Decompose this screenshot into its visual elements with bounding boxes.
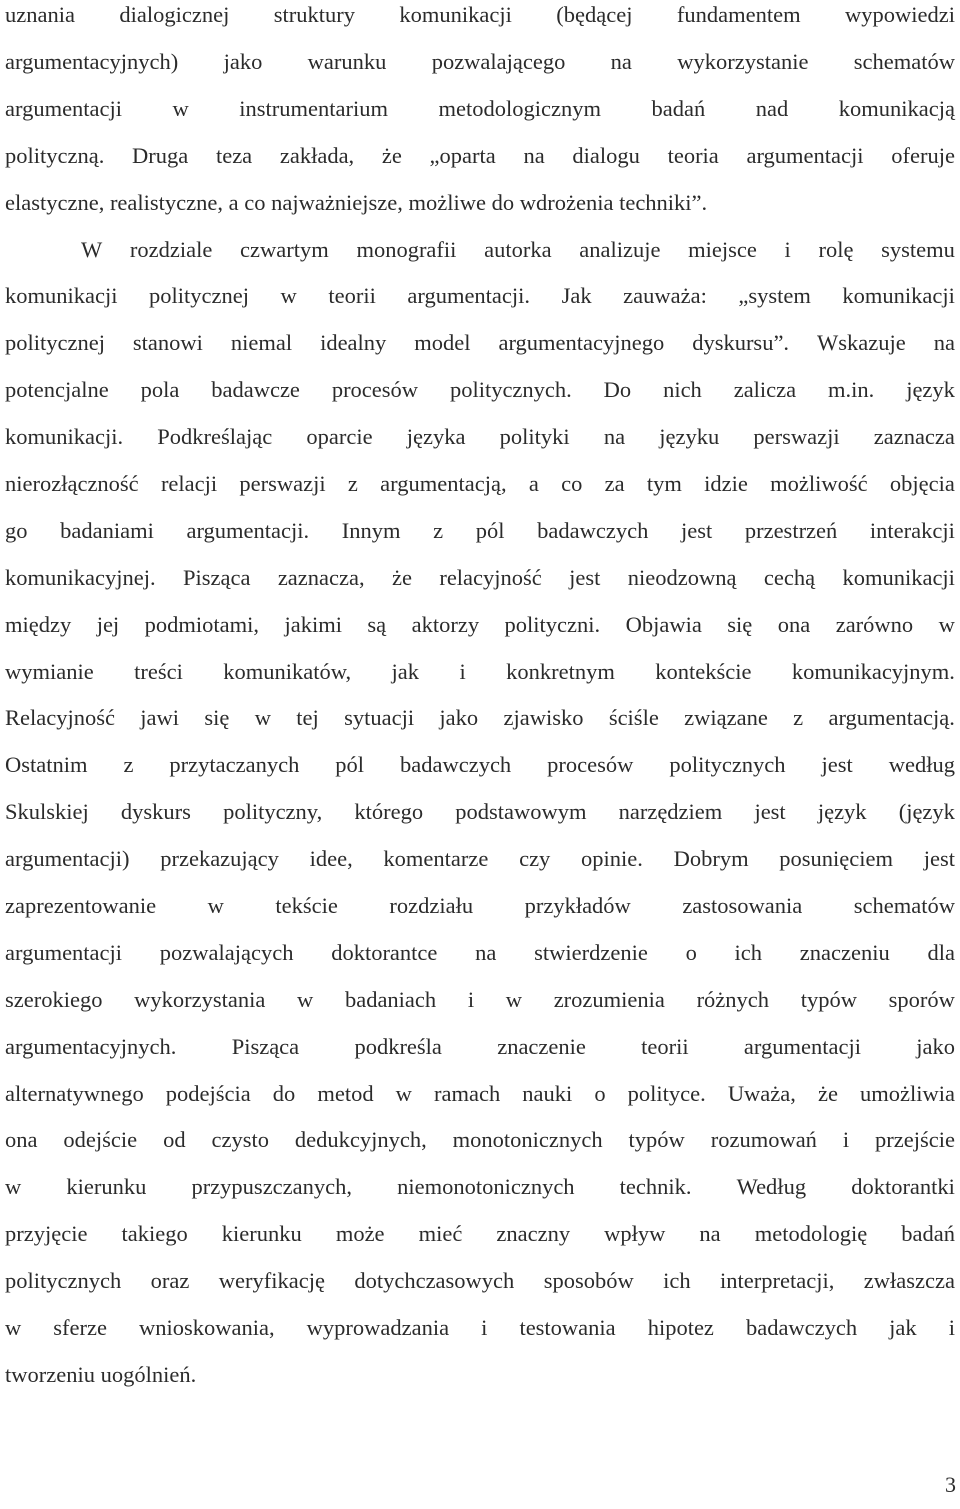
page-number: 3 bbox=[945, 1472, 956, 1497]
text-line: alternatywnego podejścia do metod w ramach nauki o polityce. Uważa, że umożliwia bbox=[5, 1080, 955, 1106]
text-line: szerokiego wykorzystania w badaniach i w zrozumienia różnych typów sporów bbox=[5, 986, 955, 1012]
text-line: tworzeniu uogólnień. bbox=[5, 1361, 197, 1387]
text-line: między jej podmiotami, jakimi są aktorzy polityczni. Objawia się ona zarówno w bbox=[5, 611, 955, 637]
text-line: w kierunku przypuszczanych, niemonotonicznych technik. Według doktorantki bbox=[5, 1174, 955, 1200]
text-line: ona odejście od czysto dedukcyjnych, monotonicznych typów rozumowań i przejście bbox=[5, 1127, 955, 1153]
text-line: zaprezentowanie w tekście rozdziału przykładów zastosowania schematów bbox=[5, 893, 955, 919]
text-line: argumentacji pozwalających doktorantce na stwierdzenie o ich znaczeniu dla bbox=[5, 939, 955, 965]
text-line: Ostatnim z przytaczanych pól badawczych procesów politycznych jest według bbox=[5, 752, 955, 778]
text-line: komunikacji politycznej w teorii argumentacji. Jak zauważa: „system komunikacji bbox=[5, 283, 955, 309]
text-line: w sferze wnioskowania, wyprowadzania i testowania hipotez badawczych jak i bbox=[5, 1315, 955, 1341]
text-line: komunikacyjnej. Pisząca zaznacza, że relacyjność jest nieodzowną cechą komunikacji bbox=[5, 564, 955, 590]
text-line: W rozdziale czwartym monografii autorka analizuje miejsce i rolę systemu bbox=[81, 236, 955, 262]
text-line: Relacyjność jawi się w tej sytuacji jako zjawisko ściśle związane z argumentacją. bbox=[5, 705, 955, 731]
text-line: uznania dialogicznej struktury komunikacji (będącej fundamentem wypowiedzi bbox=[5, 2, 955, 27]
text-line: wymianie treści komunikatów, jak i konkretnym kontekście komunikacyjnym. bbox=[5, 658, 955, 684]
text-line: komunikacji. Podkreślając oparcie języka polityki na języku perswazji zaznacza bbox=[5, 424, 955, 450]
text-line: elastyczne, realistyczne, a co najważniejsze, możliwe do wdrożenia techniki”. bbox=[5, 189, 708, 215]
text-line: politycznych oraz weryfikację dotychczasowych sposobów ich interpretacji, zwłaszcza bbox=[5, 1268, 955, 1294]
text-line: argumentacyjnych. Pisząca podkreśla znaczenie teorii argumentacji jako bbox=[5, 1033, 955, 1059]
text-line: argumentacyjnych) jako warunku pozwalającego na wykorzystanie schematów bbox=[5, 49, 955, 74]
text-line: nierozłączność relacji perswazji z argumentacją, a co za tym idzie możliwość objęcia bbox=[5, 471, 955, 497]
text-line: potencjalne pola badawcze procesów politycznych. Do nich zalicza m.in. język bbox=[5, 377, 955, 403]
text-line: argumentacji w instrumentarium metodologicznym badań nad komunikacją bbox=[5, 95, 955, 121]
text-line: argumentacji) przekazujący idee, komentarze czy opinie. Dobrym posunięciem jest bbox=[5, 846, 955, 872]
text-line: przyjęcie takiego kierunku może mieć znaczny wpływ na metodologię badań bbox=[5, 1221, 955, 1247]
text-line: go badaniami argumentacji. Innym z pól badawczych jest przestrzeń interakcji bbox=[5, 517, 955, 543]
text-line: Skulskiej dyskurs polityczny, którego podstawowym narzędziem jest język (język bbox=[5, 799, 955, 825]
text-line: polityczną. Druga teza zakłada, że „oparta na dialogu teoria argumentacji oferuje bbox=[5, 142, 955, 168]
text-line: politycznej stanowi niemal idealny model argumentacyjnego dyskursu”. Wskazuje na bbox=[5, 330, 955, 356]
body-text bbox=[5, 0, 955, 1407]
